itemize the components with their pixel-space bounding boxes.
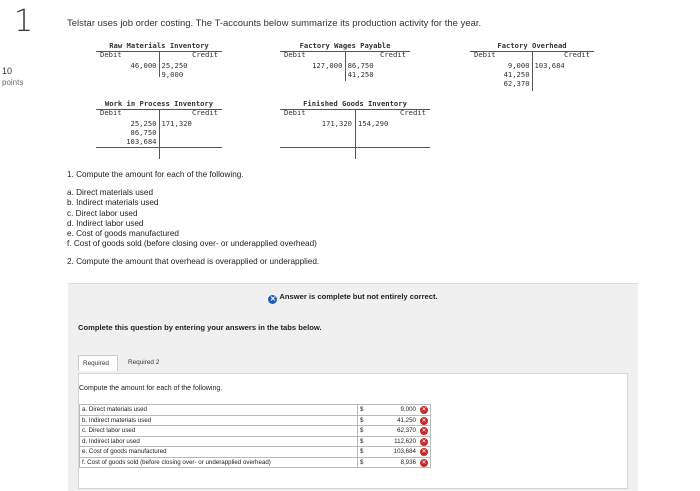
row-label: d. Indirect labor used	[80, 436, 358, 447]
debit-values	[504, 61, 530, 88]
debit-values	[126, 119, 156, 146]
credit-values	[162, 119, 192, 128]
credit-header: Credit	[564, 50, 590, 59]
part1-heading: 1. Compute the amount for each of the following.	[67, 170, 244, 179]
answer-value[interactable]: 62,370	[397, 427, 416, 435]
row-currency: $	[358, 405, 370, 416]
t-account-title: Factory Wages Payable	[299, 41, 391, 50]
credit-value: 9,000	[161, 70, 184, 79]
credit-value: 103,684	[534, 61, 565, 70]
question-intro: Telstar uses job order costing. The T-accounts below summarize its production activity for the year.	[67, 18, 482, 29]
answer-value[interactable]: 9,000	[400, 406, 416, 414]
credit-values	[162, 61, 188, 79]
debit-header: Debit	[474, 50, 496, 59]
debit-value: 46,000	[130, 61, 157, 70]
debit-value: 62,370	[503, 79, 530, 88]
credit-value: 25,250	[161, 61, 188, 70]
credit-value: 41,250	[347, 70, 374, 79]
row-label: f. Cost of goods sold (before closing over- or underapplied overhead)	[80, 457, 358, 468]
row-label: b. Indirect materials used	[80, 415, 358, 426]
debit-header: Debit	[284, 108, 306, 117]
instruction-item: a. Direct materials used	[67, 188, 154, 198]
t-account-title: Work in Process Inventory	[104, 99, 214, 108]
credit-header: Credit	[380, 50, 406, 59]
debit-value: 25,250	[130, 119, 157, 128]
answer-value[interactable]: 103,684	[393, 448, 416, 456]
row-label: e. Cost of goods manufactured	[80, 447, 358, 458]
table-row	[80, 447, 431, 458]
credit-values	[534, 61, 564, 70]
answer-panel	[68, 283, 638, 491]
status-banner	[68, 292, 638, 304]
x-circle-icon: ✕	[421, 428, 427, 434]
row-currency: $	[358, 426, 370, 437]
part2-heading: 2. Compute the amount that overhead is overapplied or underapplied.	[67, 257, 320, 267]
debit-values	[322, 119, 352, 128]
banner-text: Answer is complete but not entirely correct.	[279, 292, 438, 301]
instruction-item: c. Direct labor used	[67, 208, 138, 218]
instruction-item: f. Cost of goods sold (before closing over- or underapplied overhead)	[67, 239, 317, 249]
table-row	[80, 426, 431, 437]
answer-prompt: Compute the amount for each of the following.	[79, 385, 223, 392]
answer-table	[79, 404, 431, 468]
credit-header: Credit	[400, 108, 426, 117]
answer-value[interactable]: 41,250	[397, 416, 416, 424]
row-label: a. Direct materials used	[80, 405, 358, 416]
tab-required-2[interactable]: Required 2	[128, 359, 160, 366]
instruction-item: d. Indirect labor used	[67, 218, 144, 228]
row-currency: $	[358, 457, 370, 468]
debit-header: Debit	[100, 50, 122, 59]
answer-value[interactable]: 112,620	[394, 437, 416, 445]
credit-value: 154,290	[358, 119, 389, 128]
credit-header: Credit	[192, 108, 218, 117]
t-account-finished-goods	[280, 99, 430, 159]
table-row	[80, 457, 431, 468]
debit-value: 171,320	[321, 119, 352, 128]
answer-cell[interactable]	[370, 405, 431, 416]
table-row	[80, 436, 431, 447]
answer-cell[interactable]	[370, 457, 431, 468]
instruction-item: e. Cost of goods manufactured	[67, 229, 179, 239]
debit-values	[131, 61, 157, 70]
answer-cell[interactable]	[370, 447, 431, 458]
debit-header: Debit	[100, 108, 122, 117]
debit-value: 41,250	[503, 70, 530, 79]
points-value: 10	[2, 66, 13, 76]
credit-value: 86,750	[347, 61, 374, 70]
x-circle-icon: ✕	[269, 296, 276, 303]
t-account-work-in-process	[96, 99, 222, 159]
points-indicator	[2, 66, 23, 88]
x-circle-icon: ✕	[421, 417, 427, 424]
question-number: 1	[14, 4, 34, 39]
credit-values	[358, 119, 388, 128]
answer-cell[interactable]	[370, 426, 431, 437]
row-currency: $	[358, 447, 370, 458]
answer-cell[interactable]	[370, 436, 431, 447]
x-circle-icon: ✕	[421, 449, 427, 455]
debit-value: 127,000	[312, 61, 343, 70]
row-currency: $	[358, 436, 370, 447]
t-account-title: Finished Goods Inventory	[303, 99, 407, 108]
x-circle-icon: ✕	[421, 459, 427, 466]
tab-required-1[interactable]: Required	[78, 355, 118, 371]
answer-box	[78, 373, 628, 489]
x-circle-icon: ✕	[421, 407, 427, 413]
credit-value: 171,320	[161, 119, 192, 128]
panel-subhead: Complete this question by entering your answers in the tabs below.	[78, 323, 322, 332]
debit-value: 9,000	[507, 61, 530, 70]
table-row	[80, 415, 431, 426]
points-label: points	[2, 78, 24, 87]
t-account-factory-wages	[280, 41, 410, 81]
debit-value: 86,750	[130, 128, 157, 137]
x-circle-icon: ✕	[421, 438, 427, 445]
answer-cell[interactable]	[370, 415, 431, 426]
row-label: c. Direct labor used	[80, 426, 358, 437]
t-account-raw-materials	[96, 41, 222, 77]
instructions	[67, 170, 319, 268]
row-currency: $	[358, 415, 370, 426]
t-account-factory-overhead	[470, 41, 594, 93]
debit-value: 103,684	[126, 137, 157, 146]
t-account-title: Factory Overhead	[497, 41, 567, 50]
credit-header: Credit	[192, 50, 218, 59]
t-account-title: Raw Materials Inventory	[109, 41, 209, 50]
table-row	[80, 405, 431, 416]
answer-value[interactable]: 8,936	[400, 458, 416, 466]
instruction-item: b. Indirect materials used	[67, 198, 159, 208]
debit-header: Debit	[284, 50, 306, 59]
debit-values	[312, 61, 342, 70]
credit-values	[348, 61, 374, 79]
